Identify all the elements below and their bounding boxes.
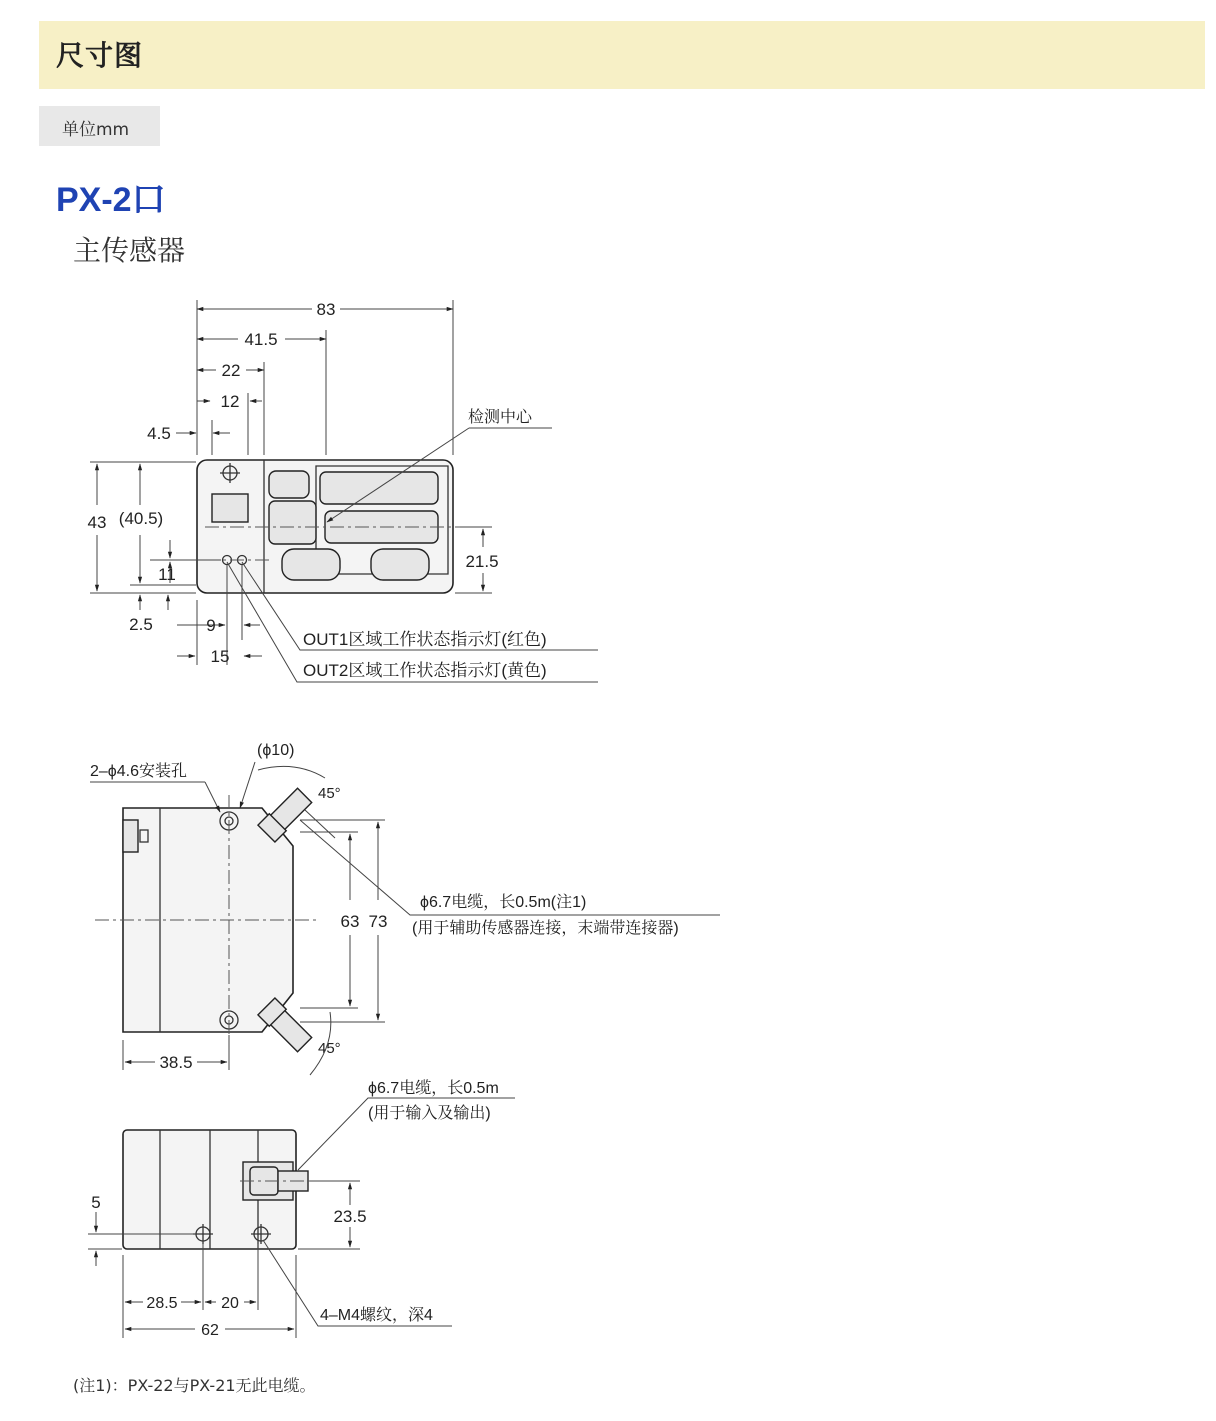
cable1-line2: (用于辅助传感器连接，末端带连接器) (412, 920, 679, 937)
dim-28-5: 28.5 (146, 1295, 178, 1312)
dim-9: 9 (206, 616, 216, 635)
dim-4-5: 4.5 (147, 424, 171, 443)
dim-11: 11 (158, 565, 176, 584)
cable1-line1: ϕ6.7电缆，长0.5m(注1) (420, 894, 587, 911)
model-title: PX-2口 (56, 181, 166, 219)
dim-21-5: 21.5 (465, 552, 499, 571)
dim-15: 15 (210, 647, 230, 666)
side-view (88, 1079, 515, 1339)
section-title: 主传感器 (73, 234, 186, 267)
dim-20: 20 (221, 1295, 239, 1312)
dim-63: 63 (340, 912, 360, 931)
label-angle-top: 45° (318, 785, 341, 802)
unit-label: 单位mm (62, 120, 130, 140)
cable2-line1: ϕ6.7电缆，长0.5m (368, 1080, 499, 1097)
callout-detection-center: 检测中心 (468, 409, 533, 426)
label-phi10: (ϕ10) (257, 742, 295, 759)
footnote: (注1)：PX-22与PX-21无此电缆。 (73, 1376, 316, 1395)
dim-40-5: (40.5) (118, 509, 164, 528)
dim-5: 5 (91, 1193, 101, 1212)
front-view (90, 742, 720, 1075)
callout-out2: OUT2区域工作状态指示灯(黄色) (303, 661, 547, 680)
page-title: 尺寸图 (56, 39, 144, 72)
dim-12: 12 (220, 392, 240, 411)
dim-73: 73 (368, 912, 388, 931)
label-mount-holes: 2–ϕ4.6安装孔 (90, 763, 188, 780)
dim-22: 22 (221, 361, 241, 380)
dim-83: 83 (316, 300, 336, 319)
label-thread: 4–M4螺纹，深4 (320, 1307, 433, 1324)
cable2-line2: (用于输入及输出) (368, 1105, 491, 1122)
dim-43: 43 (87, 513, 107, 532)
dim-2-5: 2.5 (129, 615, 153, 634)
dim-38-5: 38.5 (159, 1053, 193, 1072)
dim-62: 62 (201, 1322, 219, 1339)
dim-41-5: 41.5 (244, 330, 278, 349)
label-angle-bottom: 45° (318, 1040, 341, 1057)
callout-out1: OUT1区域工作状态指示灯(红色) (303, 630, 547, 649)
top-view (88, 300, 598, 682)
dim-23-5: 23.5 (333, 1207, 367, 1226)
